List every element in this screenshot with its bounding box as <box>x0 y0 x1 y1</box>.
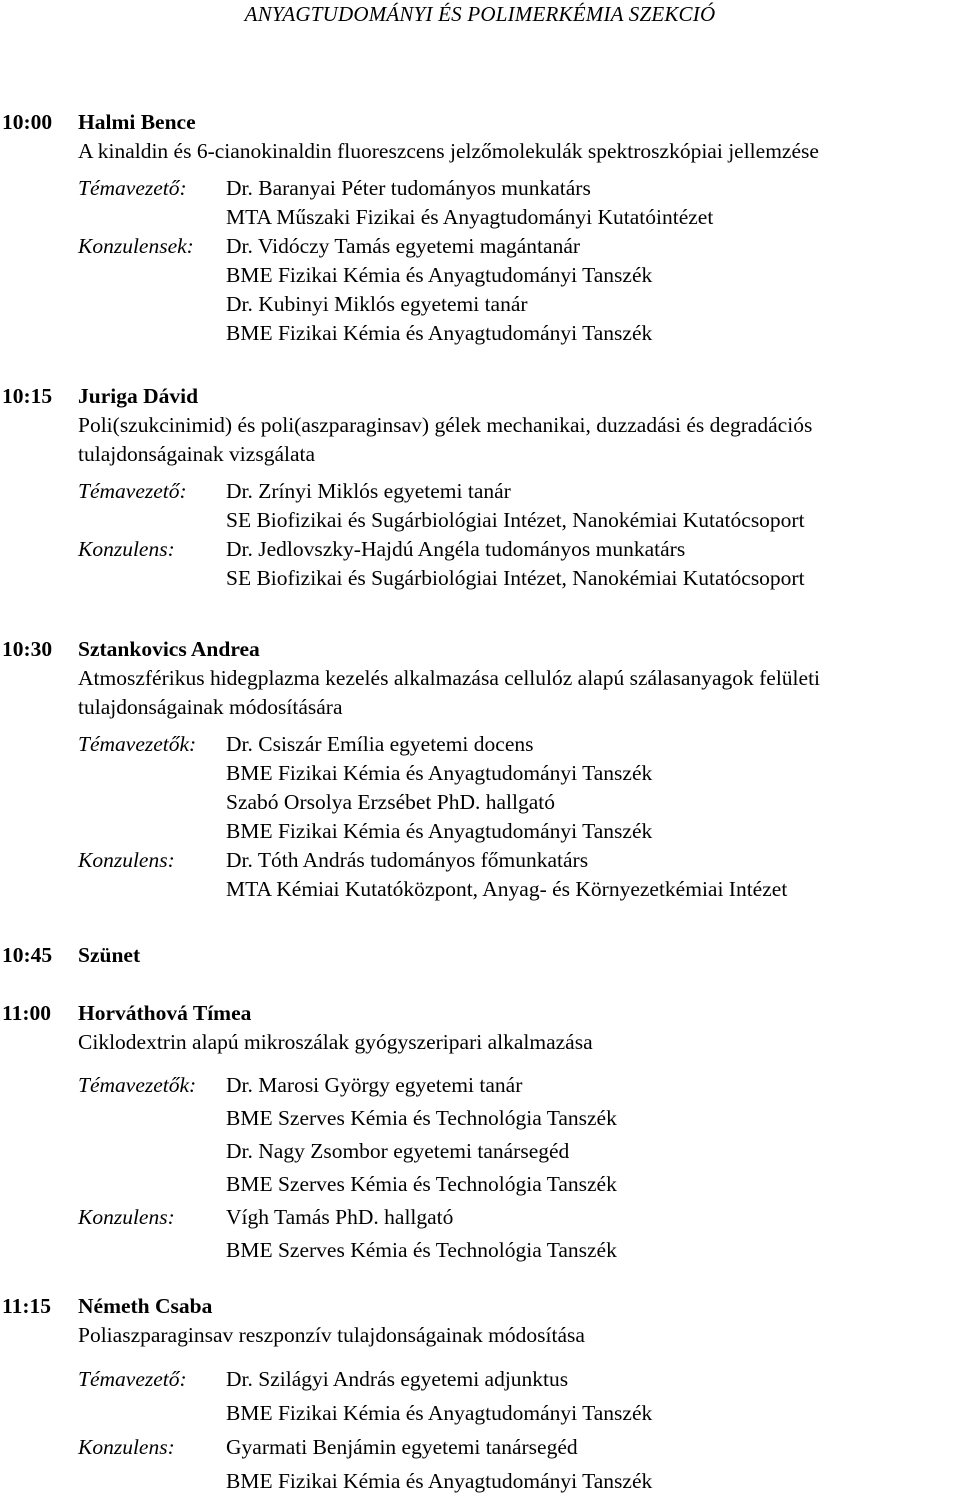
role-label: Konzulens: <box>78 1435 175 1459</box>
talk-title: Poliaszparaginsav reszponzív tulajdonságainak módosítása <box>78 1323 585 1347</box>
person-line: Vígh Tamás PhD. hallgató <box>226 1205 454 1229</box>
session-item <box>0 635 960 904</box>
person-line: BME Fizikai Kémia és Anyagtudományi Tanszék <box>226 819 653 843</box>
person-line: Dr. Kubinyi Miklós egyetemi tanár <box>226 292 528 316</box>
person-line: BME Fizikai Kémia és Anyagtudományi Tanszék <box>226 321 653 345</box>
person-line: MTA Műszaki Fizikai és Anyagtudományi Kutatóintézet <box>226 205 714 229</box>
talk-title: Poli(szukcinimid) és poli(aszparaginsav) gélek mechanikai, duzzadási és degradációs tulajdonságainak vizsgálata <box>78 413 813 466</box>
role-label: Konzulens: <box>78 537 175 561</box>
role-label: Konzulens: <box>78 1205 175 1229</box>
session-time: 10:00 <box>2 110 53 134</box>
person-line: Dr. Baranyai Péter tudományos munkatárs <box>226 176 591 200</box>
session-item <box>0 108 960 348</box>
person-line: MTA Kémiai Kutatóközpont, Anyag- és Környezetkémiai Intézet <box>226 877 788 901</box>
person-line: Szabó Orsolya Erzsébet PhD. hallgató <box>226 790 555 814</box>
person-line: Dr. Szilágyi András egyetemi adjunktus <box>226 1367 569 1391</box>
person-line: Dr. Nagy Zsombor egyetemi tanársegéd <box>226 1139 570 1163</box>
role-label: Konzulensek: <box>78 234 194 258</box>
person-line: Dr. Vidóczy Tamás egyetemi magántanár <box>226 234 581 258</box>
session-item <box>0 1292 960 1498</box>
speaker-name: Horváthová Tímea <box>78 1001 252 1025</box>
person-line: BME Fizikai Kémia és Anyagtudományi Tanszék <box>226 263 653 287</box>
talk-title: Ciklodextrin alapú mikroszálak gyógyszeripari alkalmazása <box>78 1030 593 1054</box>
session-item <box>0 382 960 593</box>
session-time: 11:00 <box>2 1001 51 1025</box>
session-time: 10:15 <box>2 384 53 408</box>
person-line: Dr. Jedlovszky-Hajdú Angéla tudományos munkatárs <box>226 537 686 561</box>
role-label: Témavezetők: <box>78 732 197 756</box>
talk-title: A kinaldin és 6-cianokinaldin fluoreszcens jelzőmolekulák spektroszkópiai jellemzése <box>78 139 819 163</box>
role-label: Témavezetők: <box>78 1073 197 1097</box>
person-line: SE Biofizikai és Sugárbiológiai Intézet, Nanokémiai Kutatócsoport <box>226 508 805 532</box>
break-item <box>0 941 960 970</box>
speaker-name: Halmi Bence <box>78 110 196 134</box>
session-time: 11:15 <box>2 1294 51 1318</box>
session-time: 10:45 <box>2 943 53 967</box>
role-label: Témavezető: <box>78 176 187 200</box>
role-label: Témavezető: <box>78 479 187 503</box>
person-line: Dr. Tóth András tudományos főmunkatárs <box>226 848 589 872</box>
person-line: Gyarmati Benjámin egyetemi tanársegéd <box>226 1435 578 1459</box>
person-line: Dr. Csiszár Emília egyetemi docens <box>226 732 534 756</box>
role-label: Konzulens: <box>78 848 175 872</box>
person-line: BME Szerves Kémia és Technológia Tanszék <box>226 1238 617 1262</box>
section-title: ANYAGTUDOMÁNYI ÉS POLIMERKÉMIA SZEKCIÓ <box>244 2 716 26</box>
talk-title: Atmoszférikus hidegplazma kezelés alkalmazása cellulóz alapú szálasanyagok felületi tulajdonságainak módosítására <box>78 666 821 719</box>
session-item <box>0 999 960 1267</box>
speaker-name: Németh Csaba <box>78 1294 213 1318</box>
session-time: 10:30 <box>2 637 53 661</box>
person-line: BME Fizikai Kémia és Anyagtudományi Tanszék <box>226 1469 653 1493</box>
speaker-name: Juriga Dávid <box>78 384 199 408</box>
person-line: Dr. Marosi György egyetemi tanár <box>226 1073 523 1097</box>
speaker-name: Sztankovics Andrea <box>78 637 260 661</box>
person-line: SE Biofizikai és Sugárbiológiai Intézet, Nanokémiai Kutatócsoport <box>226 566 805 590</box>
person-line: BME Szerves Kémia és Technológia Tanszék <box>226 1106 617 1130</box>
person-line: BME Fizikai Kémia és Anyagtudományi Tanszék <box>226 1401 653 1425</box>
person-line: Dr. Zrínyi Miklós egyetemi tanár <box>226 479 511 503</box>
person-line: BME Szerves Kémia és Technológia Tanszék <box>226 1172 617 1196</box>
role-label: Témavezető: <box>78 1367 187 1391</box>
person-line: BME Fizikai Kémia és Anyagtudományi Tanszék <box>226 761 653 785</box>
break-label: Szünet <box>78 943 141 967</box>
